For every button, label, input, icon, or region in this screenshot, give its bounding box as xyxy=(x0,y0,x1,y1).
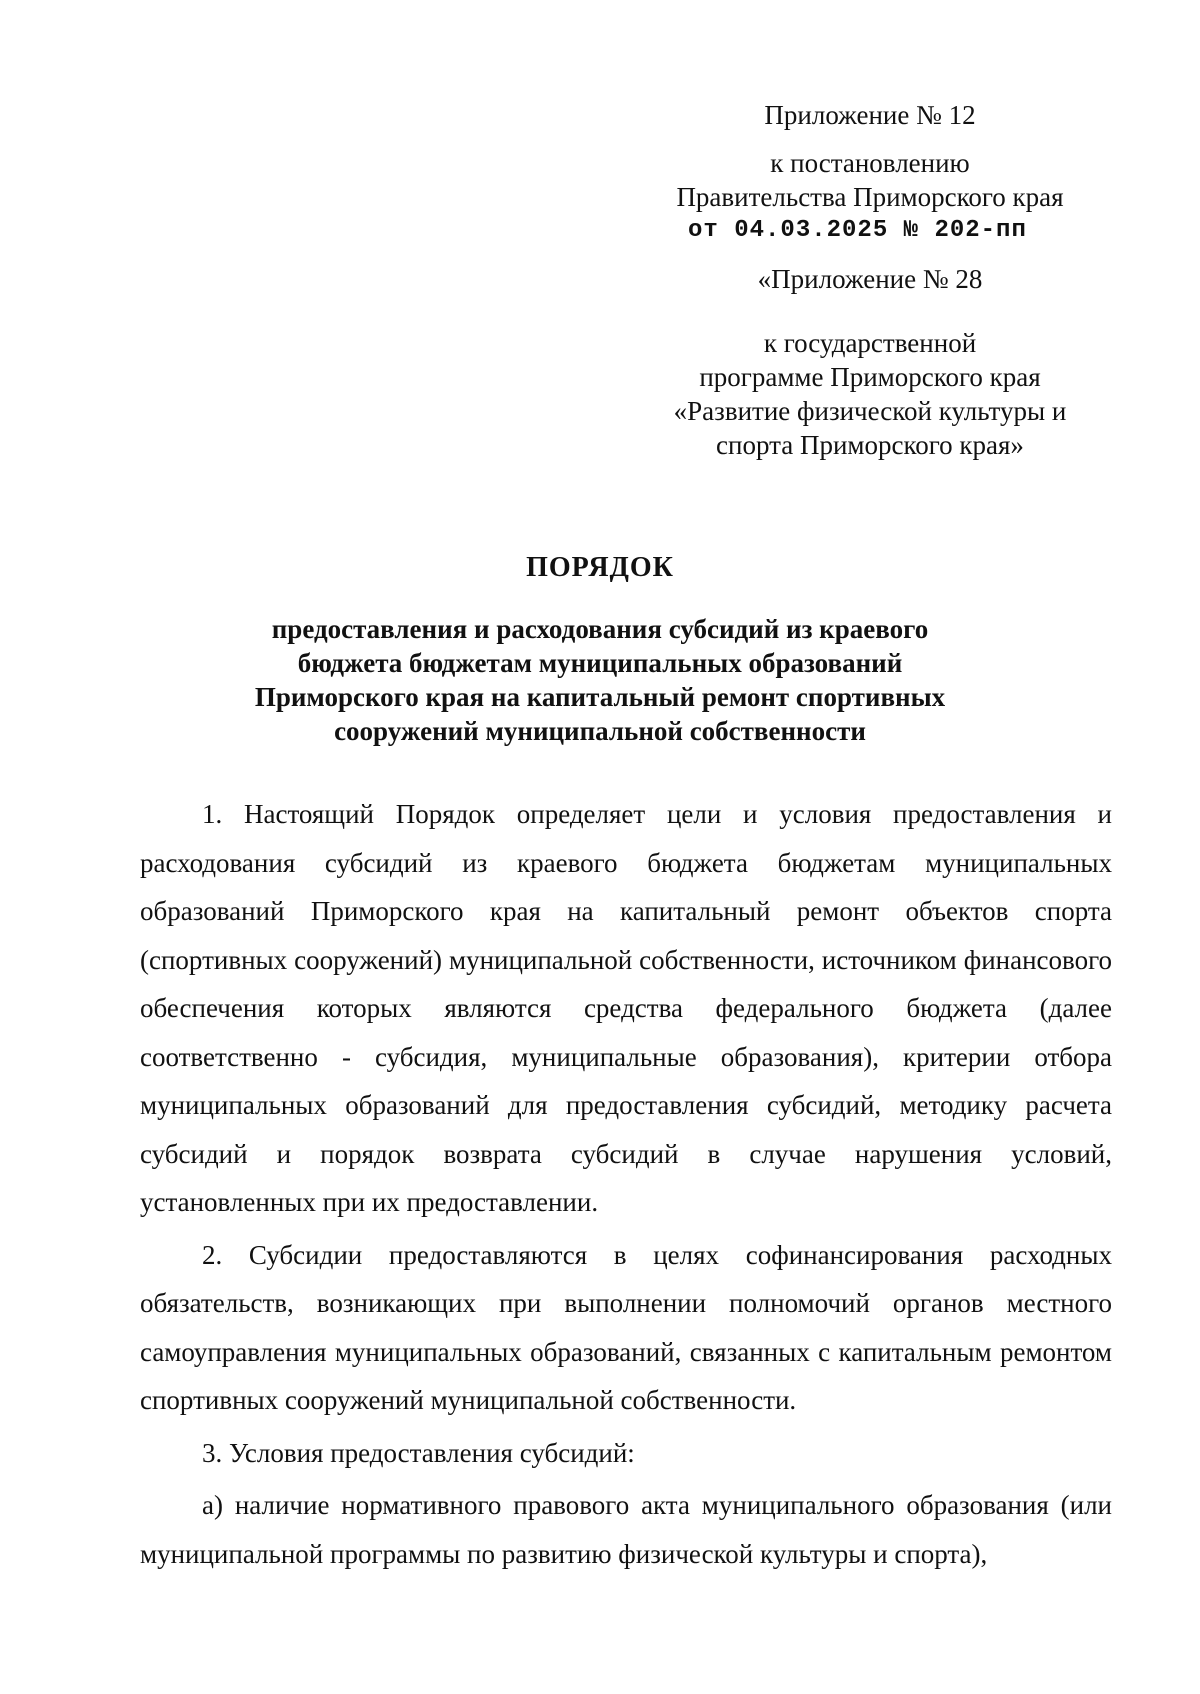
subtitle-line: бюджета бюджетам муниципальных образований xyxy=(297,648,903,678)
resolution-date-stamp: от 04.03.2025 № 202-пп xyxy=(688,217,1027,244)
subtitle-line: Приморского края на капитальный ремонт спортивных xyxy=(254,682,946,712)
government-name: Правительства Приморского края xyxy=(676,182,1064,212)
document-title: ПОРЯДОК xyxy=(526,552,674,583)
paragraph-2: 2. Субсидии предоставляются в целях софинансирования расходных обязательств, возникающих при выполнении полномочий органов местного самоуправления муниципальных образований, связанных с капитальным ремонтом спортивных сооружений муниципальной собственности. xyxy=(140,1239,1112,1415)
document-body xyxy=(140,790,1112,1582)
program-reference: к государственной xyxy=(763,328,977,358)
paragraph-1: 1. Настоящий Порядок определяет цели и условия предоставления и расходования субсидий из краевого бюджета бюджетам муниципальных образований Приморского края на капитальный ремонт объектов спорта (спортивных сооружений) муниципальной собственности, источником финансового обеспечения которых являются средства федерального бюджета (далее соответственно - субсидия, муниципальные образования), критерии отбора муниципальных образований для предоставления субсидий, методику расчета субсидий и порядок возврата субсидий в случае нарушения условий, установленных при их предоставлении. xyxy=(140,799,1112,1217)
subtitle-line: сооружений муниципальной собственности xyxy=(334,716,866,746)
appendix-number: Приложение № 12 xyxy=(764,100,976,130)
resolution-reference: к постановлению xyxy=(770,148,970,178)
program-name-line-2: спорта Приморского края» xyxy=(716,430,1024,460)
paragraph-3: 3. Условия предоставления субсидий: xyxy=(202,1437,635,1468)
subtitle-line: предоставления и расходования субсидий из краевого xyxy=(271,614,929,644)
previous-appendix-number: «Приложение № 28 xyxy=(757,264,983,294)
program-region: программе Приморского края xyxy=(699,362,1041,392)
appendix-header xyxy=(620,98,1120,462)
program-name-line-1: «Развитие физической культуры и xyxy=(673,396,1067,426)
paragraph-3a: а) наличие нормативного правового акта муниципального образования (или муниципальной программы по развитию физической культуры и спорта), xyxy=(140,1490,1112,1569)
document-subtitle xyxy=(180,612,1020,748)
